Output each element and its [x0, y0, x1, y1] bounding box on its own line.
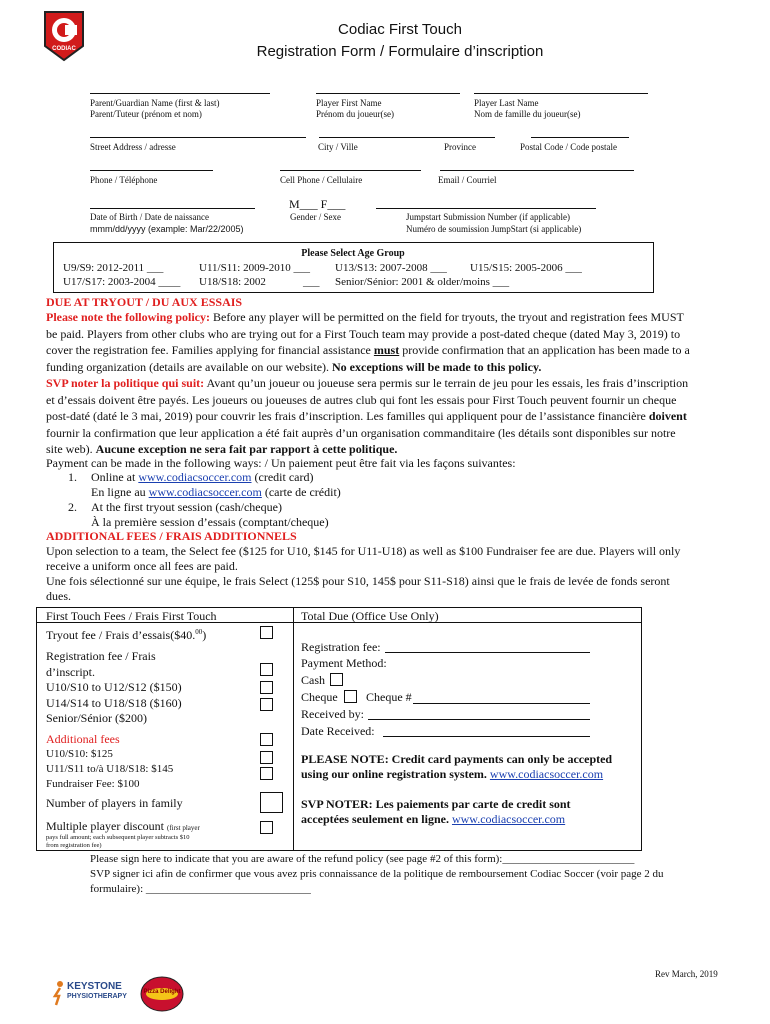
signature-line-fr[interactable]: formulaire): ______________________________: [90, 883, 311, 895]
gender-mf: M___ F___: [289, 197, 346, 211]
codiac-link[interactable]: www.codiacsoccer.com: [138, 470, 252, 484]
office-cheque-number: Cheque #: [366, 690, 412, 704]
player-first-label-fr: Prénom du joueur(se): [316, 109, 394, 119]
due-heading: DUE AT TRYOUT / DU AUX ESSAIS: [46, 295, 243, 309]
city-label: City / Ville: [318, 142, 358, 152]
pizza-delight-logo: Pizza Delight: [140, 976, 184, 1012]
parent-name-label: Parent/Guardian Name (first & last): [90, 98, 220, 108]
office-cash-label: Cash: [301, 673, 325, 687]
payment-item-2-fr: À la première session d’essais (comptant/cheque): [91, 515, 329, 529]
player-last-label: Player Last Name: [474, 98, 539, 108]
add-u11-checkbox[interactable]: [260, 751, 273, 764]
multi-discount-checkbox[interactable]: [260, 821, 273, 834]
additional-paragraph: Upon selection to a team, the Select fee ($125 for U10, $145 for U11-U18) as well as $100 Fundraiser fee are due. Players will only receive a uniform once all fees are paid. Une fois sélectionné sur une équipe, le frais Select (125$ pour S10, 145$ pour S11-S18) ainsi que le frais de levée de fonds seront dues.: [46, 544, 681, 603]
jumpstart-label-fr: Numéro de soumission JumpStart (si applicable): [406, 224, 582, 234]
additional-fees-heading: Additional fees: [46, 732, 120, 746]
tryout-fee-checkbox[interactable]: [260, 626, 273, 639]
reg-u14-checkbox[interactable]: [260, 681, 273, 694]
dob-label: Date of Birth / Date de naissance: [90, 212, 209, 222]
fees-left-header: First Touch Fees / Frais First Touch: [46, 609, 217, 623]
email-label: Email / Courriel: [438, 175, 497, 185]
credit-card-note-link[interactable]: www.codiacsoccer.com: [489, 767, 604, 781]
age-u15[interactable]: U15/S15: 2005-2006 ___: [470, 262, 582, 274]
credit-card-note-fr: SVP NOTER: Les paiements par carte de credit sont acceptées seulement en ligne. www.codiacsoccer.com: [301, 797, 571, 826]
street-label: Street Address / adresse: [90, 142, 176, 152]
office-cheque-checkbox[interactable]: [344, 690, 357, 703]
reg-senior-checkbox[interactable]: [260, 698, 273, 711]
payment-item-1-fr: En ligne au www.codiacsoccer.com (carte de crédit): [91, 485, 341, 499]
tryout-fee-label: Tryout fee / Frais d’essais($40.00): [46, 628, 207, 642]
page-subtitle: Registration Form / Formulaire d’inscription: [256, 43, 544, 60]
multi-discount-label: Multiple player discount (first player: [46, 819, 200, 833]
payment-item-1: Online at www.codiacsoccer.com (credit card): [91, 470, 314, 484]
add-fundraiser-checkbox[interactable]: [260, 767, 273, 780]
office-cheque-label: Cheque: [301, 690, 338, 704]
age-senior[interactable]: Senior/Sénior: 2001 & older/moins ___: [335, 276, 510, 288]
revision-date: Rev March, 2019: [655, 969, 718, 979]
office-received-by: Received by:: [301, 707, 364, 721]
add-u10-checkbox[interactable]: [260, 733, 273, 746]
codiac-link-fr[interactable]: www.codiacsoccer.com: [148, 485, 262, 499]
parent-name-label-fr: Parent/Tuteur (prénom et nom): [90, 109, 202, 119]
jumpstart-label: Jumpstart Submission Number (if applicable): [406, 212, 570, 222]
additional-fees-list: U10/S10: $125 U11/S11 to/à U18/S18: $145 Fundraiser Fee: $100: [46, 748, 174, 790]
province-label: Province: [444, 142, 476, 152]
office-date-received: Date Received:: [301, 724, 375, 738]
policy-label: Please note the following policy:: [46, 310, 210, 324]
signature-line-en[interactable]: Please sign here to indicate that you are aware of the refund policy (see page #2 of this form):________________________: [90, 853, 635, 865]
additional-heading: ADDITIONAL FEES / FRAIS ADDITIONNELS: [46, 529, 297, 543]
age-u9[interactable]: U9/S9: 2012-2011 ___: [63, 262, 164, 274]
age-u18-blank[interactable]: ___: [303, 276, 320, 288]
payment-intro: Payment can be made in the following ways: / Un paiement peut être fait via les façons suivantes:: [46, 456, 516, 470]
age-group-title: Please Select Age Group: [301, 248, 405, 259]
signature-section: Please sign here to indicate that you are aware of the refund policy (see page #2 of this form):________________________ SVP signer ici afin de confirmer que vous avez pris connaissance de la politique de remboursement Codiac Soccer (voir page 2 du formulaire): ______________________________: [90, 853, 664, 895]
credit-card-note-fr-link[interactable]: www.codiacsoccer.com: [451, 812, 566, 826]
multi-discount-note: pays full amount; each subsequent player subtracts $10 from registration fee): [46, 834, 190, 849]
svp-label: SVP noter la politique qui suit:: [46, 376, 205, 390]
dob-format: mmm/dd/yyyy (example: Mar/22/2005): [90, 224, 244, 234]
logo-text: CODIAC: [52, 46, 76, 52]
age-u11[interactable]: U11/S11: 2009-2010 ___: [199, 262, 311, 274]
gender-label: Gender / Sexe: [290, 212, 341, 222]
num-players-label: Number of players in family: [46, 796, 183, 810]
keystone-logo: KEYSTONE PHYSIOTHERAPY: [52, 978, 132, 1008]
office-payment-method: Payment Method:: [301, 656, 387, 670]
credit-card-note: PLEASE NOTE: Credit card payments can only be accepted using our online registration system. www.codiacsoccer.com: [301, 752, 613, 781]
office-cash-checkbox[interactable]: [330, 673, 343, 686]
age-u13[interactable]: U13/S13: 2007-2008 ___: [335, 262, 447, 274]
player-last-label-fr: Nom de famille du joueur(se): [474, 109, 581, 119]
fees-right-header: Total Due (Office Use Only): [301, 609, 439, 623]
payment-item-2-number: 2.: [68, 500, 77, 514]
registration-fee-options: Registration fee / Frais d’inscript. U10/S10 to U12/S12 ($150) U14/S14 to U18/S18 ($160) Senior/Sénior ($200): [46, 649, 182, 725]
policy-paragraph: Please note the following policy: Before any player will be permitted on the field for tryouts, the tryout and registration fees MUST be paid. Players from other clubs who are trying out for a First Touch team may provide a post-dated cheque (dated May 3, 2019) to cover the registration fee. Families applying for financial assistance must provide confirmation that an application has been made to a funding organization (details are available on our website). No exceptions will be made to this policy. SVP noter la politique qui suit: Avant qu’un joueur ou joueuse sera permis sur le terrain de jeu pour les essais, les frais d’inscription et d’essais doivent être payés. Les joueurs ou joueuses de autres club qui font les essais pour First Touch peuvent fournir un cheque post-daté (daté le 3 mai, 2019) pour couvrir les frais d’inscription. Les familles qui appliquent pour de l’assistance financière doivent fournir la confirmation que leur application a été fait auprès d’un organisation commanditaire (les détails sont disponibles sur notre site web). Aucune exception ne sera fait par rapport à cette politique.: [46, 310, 690, 456]
player-first-label: Player First Name: [316, 98, 382, 108]
office-registration-fee: Registration fee:: [301, 640, 381, 654]
age-u18[interactable]: U18/S18: 2002: [199, 276, 266, 288]
age-u17[interactable]: U17/S17: 2003-2004 ____: [63, 276, 181, 288]
reg-u10-checkbox[interactable]: [260, 663, 273, 676]
num-players-input[interactable]: [260, 792, 283, 813]
postal-label: Postal Code / Code postale: [520, 142, 617, 152]
phone-label: Phone / Téléphone: [90, 175, 158, 185]
cell-label: Cell Phone / Cellulaire: [280, 175, 363, 185]
page-title: Codiac First Touch: [338, 21, 462, 38]
payment-item-2: At the first tryout session (cash/cheque): [91, 500, 282, 514]
payment-item-1-number: 1.: [68, 470, 77, 484]
